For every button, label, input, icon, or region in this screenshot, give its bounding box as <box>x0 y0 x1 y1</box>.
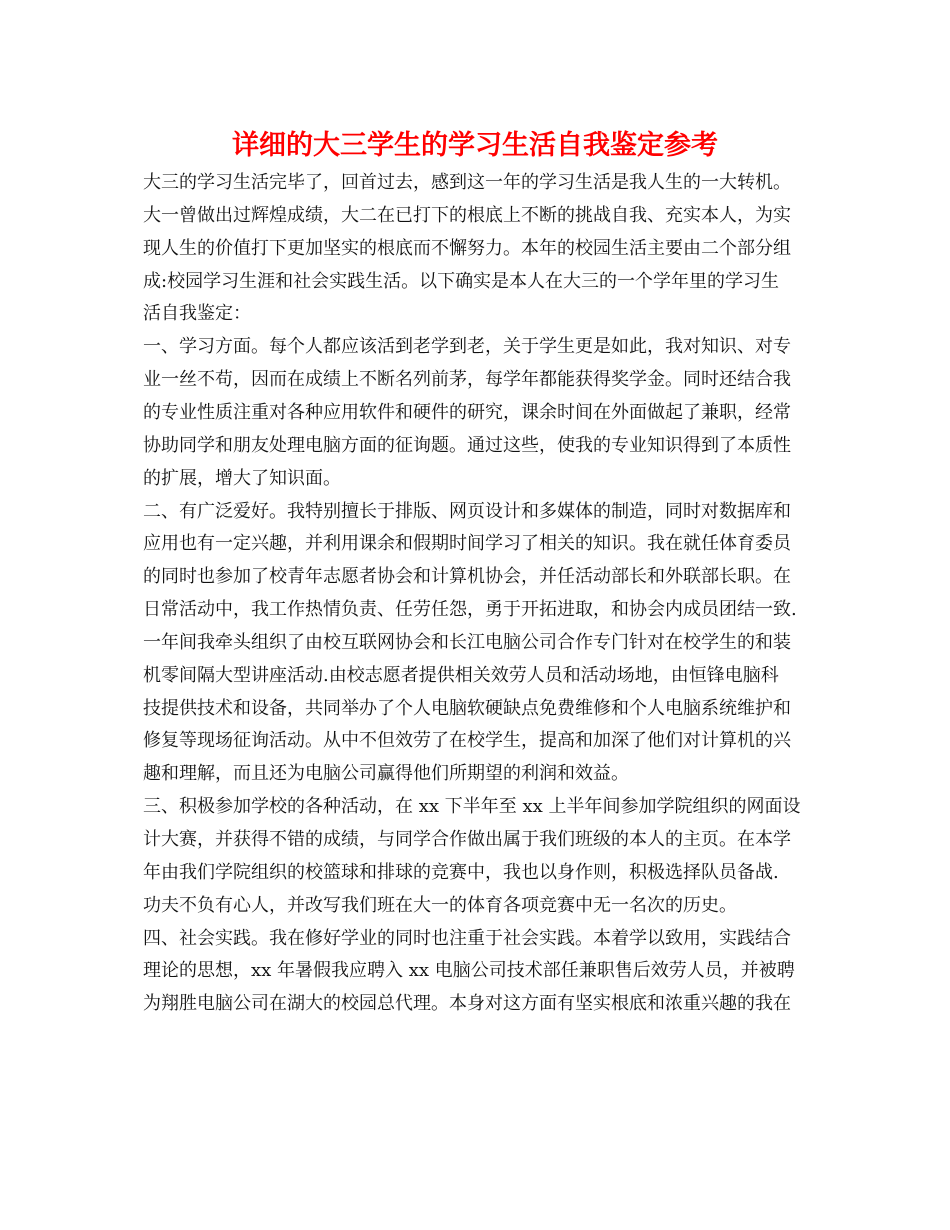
body-line: 的扩展，增大了知识面。 <box>143 467 341 489</box>
document-title: 详细的大三学生的学习生活自我鉴定参考 <box>232 130 718 161</box>
body-line: 机零间隔大型讲座活动.由校志愿者提供相关效劳人员和活动场地，由恒锋电脑科 <box>143 664 779 686</box>
body-line: 成:校园学习生涯和社会实践生活。以下确实是本人在大三的一个学年里的学习生 <box>143 270 780 292</box>
body-line: 修复等现场征询活动。从中不但效劳了在校学生，提高和加深了他们对计算机的兴 <box>143 730 791 752</box>
body-line: 功夫不负有心人，并改写我们班在大一的体育各项竞赛中无一名次的历史。 <box>143 894 737 916</box>
body-line: 的专业性质注重对各种应用软件和硬件的研究，课余时间在外面做起了兼职，经常 <box>143 401 791 423</box>
body-line: 计大赛，并获得不错的成绩，与同学合作做出属于我们班级的本人的主页。在本学 <box>143 829 791 850</box>
body-line: 活自我鉴定： <box>143 303 251 325</box>
body-line: 应用也有一定兴趣，并利用课余和假期时间学习了相关的知识。我在就任体育委员 <box>143 533 791 555</box>
body-line: 大一曾做出过辉煌成绩，大二在已打下的根底上不断的挑战自我、充实本人，为实 <box>143 204 791 226</box>
body-line: 现人生的价值打下更加坚实的根底而不懈努力。本年的校园生活主要由二个部分组 <box>143 237 791 259</box>
body-line: 为翔胜电脑公司在湖大的校园总代理。本身对这方面有坚实根底和浓重兴趣的我在 <box>143 993 791 1015</box>
body-line: 一、学习方面。每个人都应该活到老学到老，关于学生更是如此，我对知识、对专 <box>143 336 791 358</box>
body-line: 理论的思想，xx 年暑假我应聘入 xx 电脑公司技术部任兼职售后效劳人员，并被聘 <box>143 960 795 982</box>
body-line: 技提供技术和设备，共同举办了个人电脑软硬缺点免费维修和个人电脑系统维护和 <box>143 697 791 719</box>
body-line: 年由我们学院组织的校篮球和排球的竞赛中，我也以身作则，积极选择队员备战. <box>143 861 779 883</box>
body-line: 二、有广泛爱好。我特别擅长于排版、网页设计和多媒体的制造，同时对数据库和 <box>143 500 791 522</box>
body-line: 业一丝不苟，因而在成绩上不断名列前茅，每学年都能获得奖学金。同时还结合我 <box>143 369 791 391</box>
body-line: 三、积极参加学校的各种活动，在 xx 下半年至 xx 上半年间参加学院组织的网面设 <box>143 796 801 818</box>
body-line: 一年间我牵头组织了由校互联网协会和长江电脑公司合作专门针对在校学生的和装 <box>143 631 791 653</box>
body-line: 日常活动中，我工作热情负责、任劳任怨，勇于开拓进取，和协会内成员团结一致. <box>143 599 797 621</box>
body-line: 的同时也参加了校青年志愿者协会和计算机协会，并任活动部长和外联部长职。在 <box>143 566 791 588</box>
body-line: 大三的学习生活完毕了，回首过去，感到这一年的学习生活是我人生的一大转机。 <box>143 172 791 193</box>
body-line: 协助同学和朋友处理电脑方面的征询题。通过这些，使我的专业知识得到了本质性 <box>143 434 791 456</box>
body-line: 四、社会实践。我在修好学业的同时也注重于社会实践。本着学以致用，实践结合 <box>143 927 791 949</box>
body-line: 趣和理解，而且还为电脑公司赢得他们所期望的利润和效益。 <box>143 763 629 785</box>
